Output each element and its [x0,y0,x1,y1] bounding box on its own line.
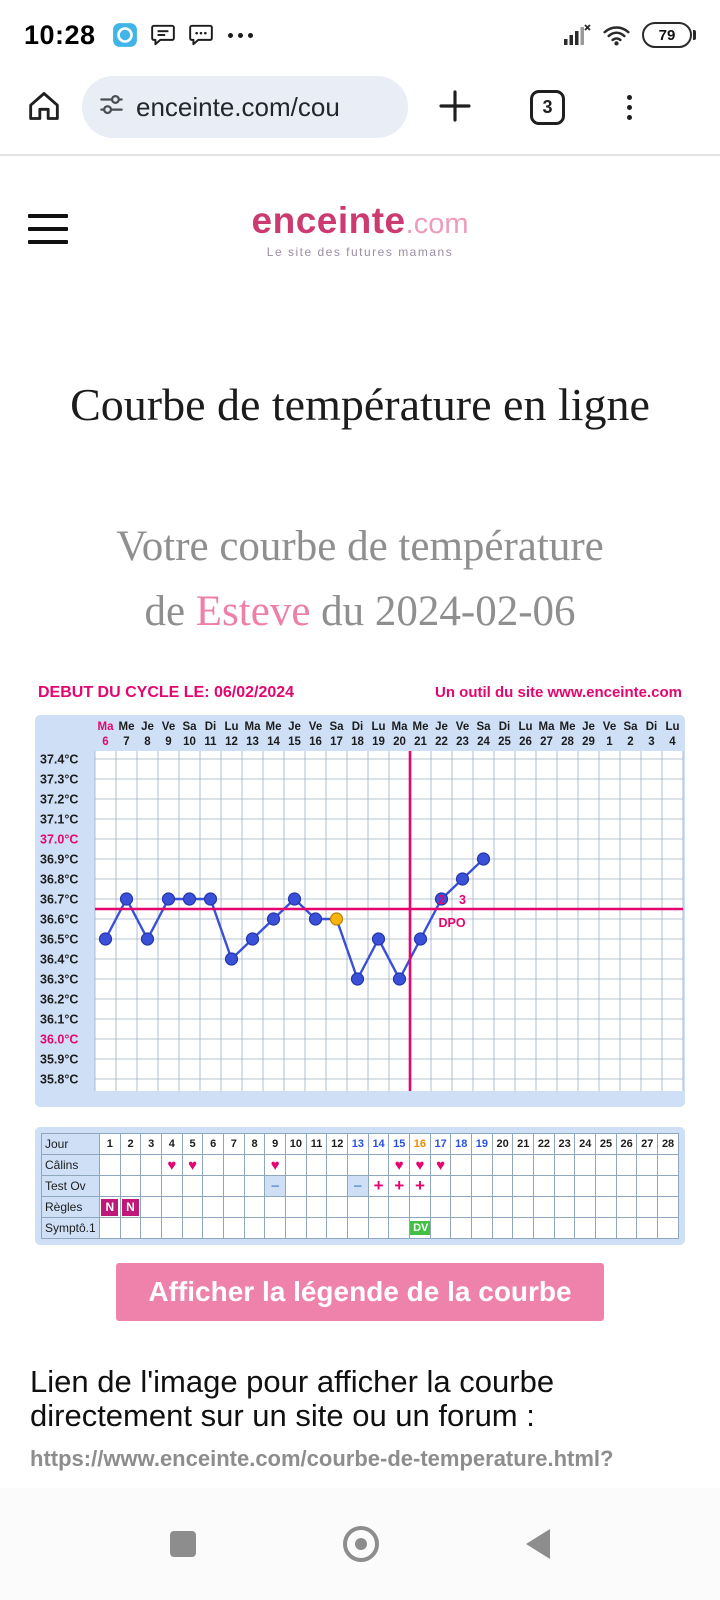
calins-cell [534,1155,555,1176]
tab-switcher-button[interactable] [530,90,565,125]
site-settings-icon[interactable] [98,91,125,123]
page-subtitle [0,515,720,644]
jour-cell: 17 [430,1134,451,1155]
jour-cell: 1 [100,1134,121,1155]
regles-cell [389,1197,410,1218]
testov-cell [141,1176,162,1197]
regles-cell [596,1197,617,1218]
regles-cell [306,1197,327,1218]
recents-button[interactable] [170,1531,196,1557]
svg-text:24: 24 [477,736,490,748]
subtitle-line1: Votre courbe de température [116,523,604,570]
status-bar [0,0,720,60]
temperature-point [142,933,154,945]
testov-cell [182,1176,203,1197]
testov-cell [616,1176,637,1197]
temperature-point [478,853,490,865]
jour-cell: 28 [658,1134,679,1155]
regles-cell [534,1197,555,1218]
regles-cell [368,1197,389,1218]
svg-text:3: 3 [648,736,655,748]
show-legend-button[interactable]: Afficher la légende de la courbe [116,1263,604,1321]
jour-cell: 6 [203,1134,224,1155]
row-label-testov: Test Ov [42,1176,100,1197]
regles-cell [451,1197,472,1218]
svg-text:36.4°C: 36.4°C [40,952,79,967]
chart-meta [38,684,682,702]
testov-cell [472,1176,493,1197]
regles-cell [348,1197,369,1218]
sympto-cell [100,1218,121,1239]
testov-cell [554,1176,575,1197]
regles-cell [658,1197,679,1218]
testov-cell [658,1176,679,1197]
sympto-cell [554,1218,575,1239]
jour-cell: 10 [286,1134,307,1155]
plus-icon [434,85,476,130]
svg-text:37.1°C: 37.1°C [40,812,79,827]
calins-cell [492,1155,513,1176]
temperature-point [415,933,427,945]
home-icon [24,86,64,129]
svg-text:DPO: DPO [438,916,466,930]
battery-percent: 79 [658,26,676,44]
calins-cell [306,1155,327,1176]
svg-text:36.3°C: 36.3°C [40,972,79,987]
testov-cell: + [389,1176,410,1197]
back-button[interactable] [526,1529,550,1559]
jour-cell: 27 [637,1134,658,1155]
android-home-button[interactable] [343,1526,379,1562]
svg-text:37.3°C: 37.3°C [40,772,79,787]
sympto-cell [120,1218,141,1239]
jour-cell: 26 [616,1134,637,1155]
battery-nub [693,30,696,40]
svg-text:Lu: Lu [518,721,533,733]
svg-text:4: 4 [669,736,676,748]
jour-cell: 4 [162,1134,183,1155]
temperature-point [205,893,217,905]
svg-text:18: 18 [351,736,364,748]
temperature-chart-svg [35,715,685,1107]
calins-cell [637,1155,658,1176]
android-navigation-bar [0,1488,720,1600]
svg-text:Lu: Lu [665,721,680,733]
svg-text:2: 2 [438,893,445,907]
calins-cell [554,1155,575,1176]
ovulation-point [331,913,343,925]
temperature-point [352,973,364,985]
testov-cell [162,1176,183,1197]
svg-text:Sa: Sa [329,721,344,733]
svg-text:Je: Je [435,721,448,733]
regles-cell [554,1197,575,1218]
calins-cell [430,1155,451,1176]
svg-text:3: 3 [459,893,466,907]
temperature-point [121,893,133,905]
url-bar[interactable] [82,76,408,138]
calins-cell [348,1155,369,1176]
sympto-cell [203,1218,224,1239]
svg-text:36.9°C: 36.9°C [40,852,79,867]
testov-cell [596,1176,617,1197]
sympto-cell [286,1218,307,1239]
site-logo[interactable] [0,200,720,259]
new-tab-button[interactable] [434,85,476,130]
testov-cell [306,1176,327,1197]
temperature-point [247,933,259,945]
sympto-cell [575,1218,596,1239]
sympto-cell [348,1218,369,1239]
sympto-cell [389,1218,410,1239]
svg-text:Ma: Ma [538,721,555,733]
testov-cell [492,1176,513,1197]
browser-menu-button[interactable] [621,89,638,126]
heart-icon: ♥ [167,1156,177,1174]
regles-cell [286,1197,307,1218]
regles-cell [472,1197,493,1218]
regles-cell [513,1197,534,1218]
svg-text:15: 15 [288,736,301,748]
testov-cell [286,1176,307,1197]
logo-tagline: Le site des futures mamans [266,245,454,259]
calins-cell [265,1155,286,1176]
regles-cell [492,1197,513,1218]
sympto-cell [513,1218,534,1239]
regles-cell [430,1197,451,1218]
svg-text:36.2°C: 36.2°C [40,992,79,1007]
logo-suffix-text: .com [405,208,469,240]
regles-cell [637,1197,658,1218]
share-caption: Lien de l'image pour afficher la courbe directement sur un site ou un forum : [30,1364,555,1434]
sympto-cell [182,1218,203,1239]
svg-text:Di: Di [204,721,217,733]
svg-text:17: 17 [330,736,343,748]
browser-home-button[interactable] [24,86,64,129]
testov-cell [430,1176,451,1197]
sympto-cell [472,1218,493,1239]
svg-text:37.4°C: 37.4°C [40,752,79,767]
calins-cell [182,1155,203,1176]
temperature-point [289,893,301,905]
sympto-cell [637,1218,658,1239]
clock: 10:28 [24,19,96,50]
regles-cell [244,1197,265,1218]
sympto-cell [244,1218,265,1239]
sympto-cell [492,1218,513,1239]
svg-text:36.7°C: 36.7°C [40,892,79,907]
svg-text:20: 20 [393,736,406,748]
calins-cell [596,1155,617,1176]
testov-cell [203,1176,224,1197]
sympto-cell [141,1218,162,1239]
svg-text:14: 14 [267,736,280,748]
calins-cell [472,1155,493,1176]
svg-text:9: 9 [165,736,172,748]
regles-cell [224,1197,245,1218]
browser-toolbar [0,60,720,156]
temperature-point [184,893,196,905]
svg-text:13: 13 [246,736,259,748]
temperature-point [163,893,175,905]
svg-text:19: 19 [372,736,385,748]
sympto-cell [224,1218,245,1239]
row-label-calins: Câlins [42,1155,100,1176]
regles-cell [141,1197,162,1218]
calins-cell [410,1155,431,1176]
heart-icon: ♥ [436,1156,446,1174]
sympto-cell [306,1218,327,1239]
jour-cell: 24 [575,1134,596,1155]
testov-cell [513,1176,534,1197]
heart-icon: ♥ [394,1156,404,1174]
temperature-point [373,933,385,945]
sympto-cell [327,1218,348,1239]
row-label-jour: Jour [42,1134,100,1155]
heart-icon: ♥ [415,1156,425,1174]
temperature-point [268,913,280,925]
jour-cell: 13 [348,1134,369,1155]
jour-cell: 20 [492,1134,513,1155]
regles-cell [203,1197,224,1218]
svg-text:23: 23 [456,736,469,748]
jour-cell: 25 [596,1134,617,1155]
subtitle-line2-suffix: du 2024-02-06 [310,587,576,635]
temperature-point [100,933,112,945]
calins-cell [224,1155,245,1176]
svg-text:21: 21 [414,736,427,748]
jour-cell: 15 [389,1134,410,1155]
calins-cell [286,1155,307,1176]
calins-cell [368,1155,389,1176]
svg-text:28: 28 [561,736,574,748]
svg-text:Di: Di [351,721,364,733]
svg-text:Sa: Sa [476,721,491,733]
app-notification-icon [112,22,138,48]
temperature-point [457,873,469,885]
heart-icon: ♥ [270,1156,280,1174]
svg-text:Me: Me [118,721,135,733]
regles-mark: N [122,1199,139,1216]
url-text: enceinte.com/cou [136,91,340,122]
message-bubble-icon [150,22,176,48]
calins-cell [451,1155,472,1176]
svg-text:8: 8 [144,736,151,748]
sympto-cell [162,1218,183,1239]
site-header [0,200,720,274]
svg-text:29: 29 [582,736,595,748]
svg-text:1: 1 [606,736,613,748]
regles-cell [182,1197,203,1218]
svg-text:Sa: Sa [623,721,638,733]
svg-text:Je: Je [288,721,301,733]
cycle-start-label: DEBUT DU CYCLE LE: 06/02/2024 [38,684,295,701]
jour-cell: 12 [327,1134,348,1155]
svg-text:27: 27 [540,736,553,748]
regles-cell [616,1197,637,1218]
svg-text:Lu: Lu [224,721,239,733]
web-page [0,200,720,1472]
jour-cell: 19 [472,1134,493,1155]
svg-text:6: 6 [102,736,109,748]
regles-cell [100,1197,121,1218]
temperature-point [226,953,238,965]
testov-cell [575,1176,596,1197]
svg-text:37.2°C: 37.2°C [40,792,79,807]
heart-icon: ♥ [188,1156,197,1174]
svg-text:10: 10 [183,736,196,748]
testov-cell [120,1176,141,1197]
testov-cell [451,1176,472,1197]
svg-text:36.8°C: 36.8°C [40,872,79,887]
svg-text:36.1°C: 36.1°C [40,1012,79,1027]
svg-text:Sa: Sa [182,721,197,733]
jour-cell: 11 [306,1134,327,1155]
temperature-point [394,973,406,985]
jour-cell: 2 [120,1134,141,1155]
svg-text:Di: Di [645,721,658,733]
svg-text:12: 12 [225,736,238,748]
cycle-symptoms-panel [35,1127,685,1245]
svg-text:Je: Je [141,721,154,733]
svg-text:Ma: Ma [391,721,408,733]
regles-cell [575,1197,596,1218]
testov-cell: + [410,1176,431,1197]
svg-text:Me: Me [412,721,429,733]
calins-cell [120,1155,141,1176]
battery-indicator [642,22,696,48]
svg-text:Je: Je [582,721,595,733]
testov-cell [100,1176,121,1197]
testov-cell [244,1176,265,1197]
testov-cell: − [265,1176,286,1197]
regles-cell [327,1197,348,1218]
jour-cell: 7 [224,1134,245,1155]
svg-text:Ma: Ma [97,721,114,733]
sympto-cell [534,1218,555,1239]
chat-bubble-icon [188,22,214,48]
testov-cell [224,1176,245,1197]
subtitle-line2-prefix: de [144,587,196,635]
temperature-point [310,913,322,925]
tool-credit-label: Un outil du site www.enceinte.com [435,684,682,701]
hamburger-menu-button[interactable] [28,214,68,244]
jour-cell: 18 [451,1134,472,1155]
jour-cell: 8 [244,1134,265,1155]
svg-text:Me: Me [559,721,576,733]
svg-text:Lu: Lu [371,721,386,733]
calins-cell [100,1155,121,1176]
svg-text:Di: Di [498,721,511,733]
more-notifications-icon [228,33,253,38]
svg-text:26: 26 [519,736,532,748]
jour-cell: 14 [368,1134,389,1155]
regles-cell [162,1197,183,1218]
regles-cell [410,1197,431,1218]
calins-cell [575,1155,596,1176]
share-link[interactable]: https://www.enceinte.com/courbe-de-temperature.html? [30,1446,614,1472]
svg-text:16: 16 [309,736,322,748]
calins-cell [244,1155,265,1176]
calins-cell [203,1155,224,1176]
sympto-cell [410,1218,431,1239]
svg-text:Ve: Ve [602,721,617,733]
calins-cell [141,1155,162,1176]
regles-cell [265,1197,286,1218]
jour-cell: 3 [141,1134,162,1155]
testov-cell: − [348,1176,369,1197]
regles-mark: N [101,1199,118,1216]
svg-text:Ma: Ma [244,721,261,733]
temperature-chart-panel [35,715,685,1107]
user-name: Esteve [195,587,311,635]
calins-cell [389,1155,410,1176]
symptom-mark: DV [410,1221,430,1235]
sympto-cell [451,1218,472,1239]
row-label-regles: Règles [42,1197,100,1218]
jour-cell: 5 [182,1134,203,1155]
svg-text:25: 25 [498,736,511,748]
testov-cell: + [368,1176,389,1197]
calins-cell [513,1155,534,1176]
svg-text:11: 11 [204,736,217,748]
testov-cell [637,1176,658,1197]
tab-count: 3 [542,96,553,117]
logo-text: enceinte [251,200,406,241]
svg-text:36.0°C: 36.0°C [40,1032,79,1047]
svg-text:Ve: Ve [161,721,176,733]
svg-text:36.6°C: 36.6°C [40,912,79,927]
sympto-cell [596,1218,617,1239]
jour-cell: 23 [554,1134,575,1155]
sympto-cell [265,1218,286,1239]
svg-text:Ve: Ve [455,721,470,733]
svg-text:Ve: Ve [308,721,323,733]
cell-signal-icon [564,23,591,47]
sympto-cell [368,1218,389,1239]
svg-text:Me: Me [265,721,282,733]
jour-cell: 16 [410,1134,431,1155]
svg-text:22: 22 [435,736,448,748]
calins-cell [162,1155,183,1176]
svg-text:37.0°C: 37.0°C [40,832,79,847]
sympto-cell [430,1218,451,1239]
calins-cell [327,1155,348,1176]
testov-cell [327,1176,348,1197]
jour-cell: 9 [265,1134,286,1155]
testov-cell [534,1176,555,1197]
regles-cell [120,1197,141,1218]
home-circle-icon [355,1538,367,1550]
svg-text:36.5°C: 36.5°C [40,932,79,947]
page-title: Courbe de température en ligne [70,379,650,430]
wifi-icon [603,24,630,47]
cycle-table [41,1133,679,1239]
calins-cell [616,1155,637,1176]
svg-text:2: 2 [627,736,634,748]
svg-text:7: 7 [123,736,130,748]
svg-text:35.9°C: 35.9°C [40,1052,79,1067]
svg-text:35.8°C: 35.8°C [40,1072,79,1087]
sympto-cell [658,1218,679,1239]
row-label-sympto: Symptô.1 [42,1218,100,1239]
jour-cell: 22 [534,1134,555,1155]
calins-cell [658,1155,679,1176]
sympto-cell [616,1218,637,1239]
jour-cell: 21 [513,1134,534,1155]
